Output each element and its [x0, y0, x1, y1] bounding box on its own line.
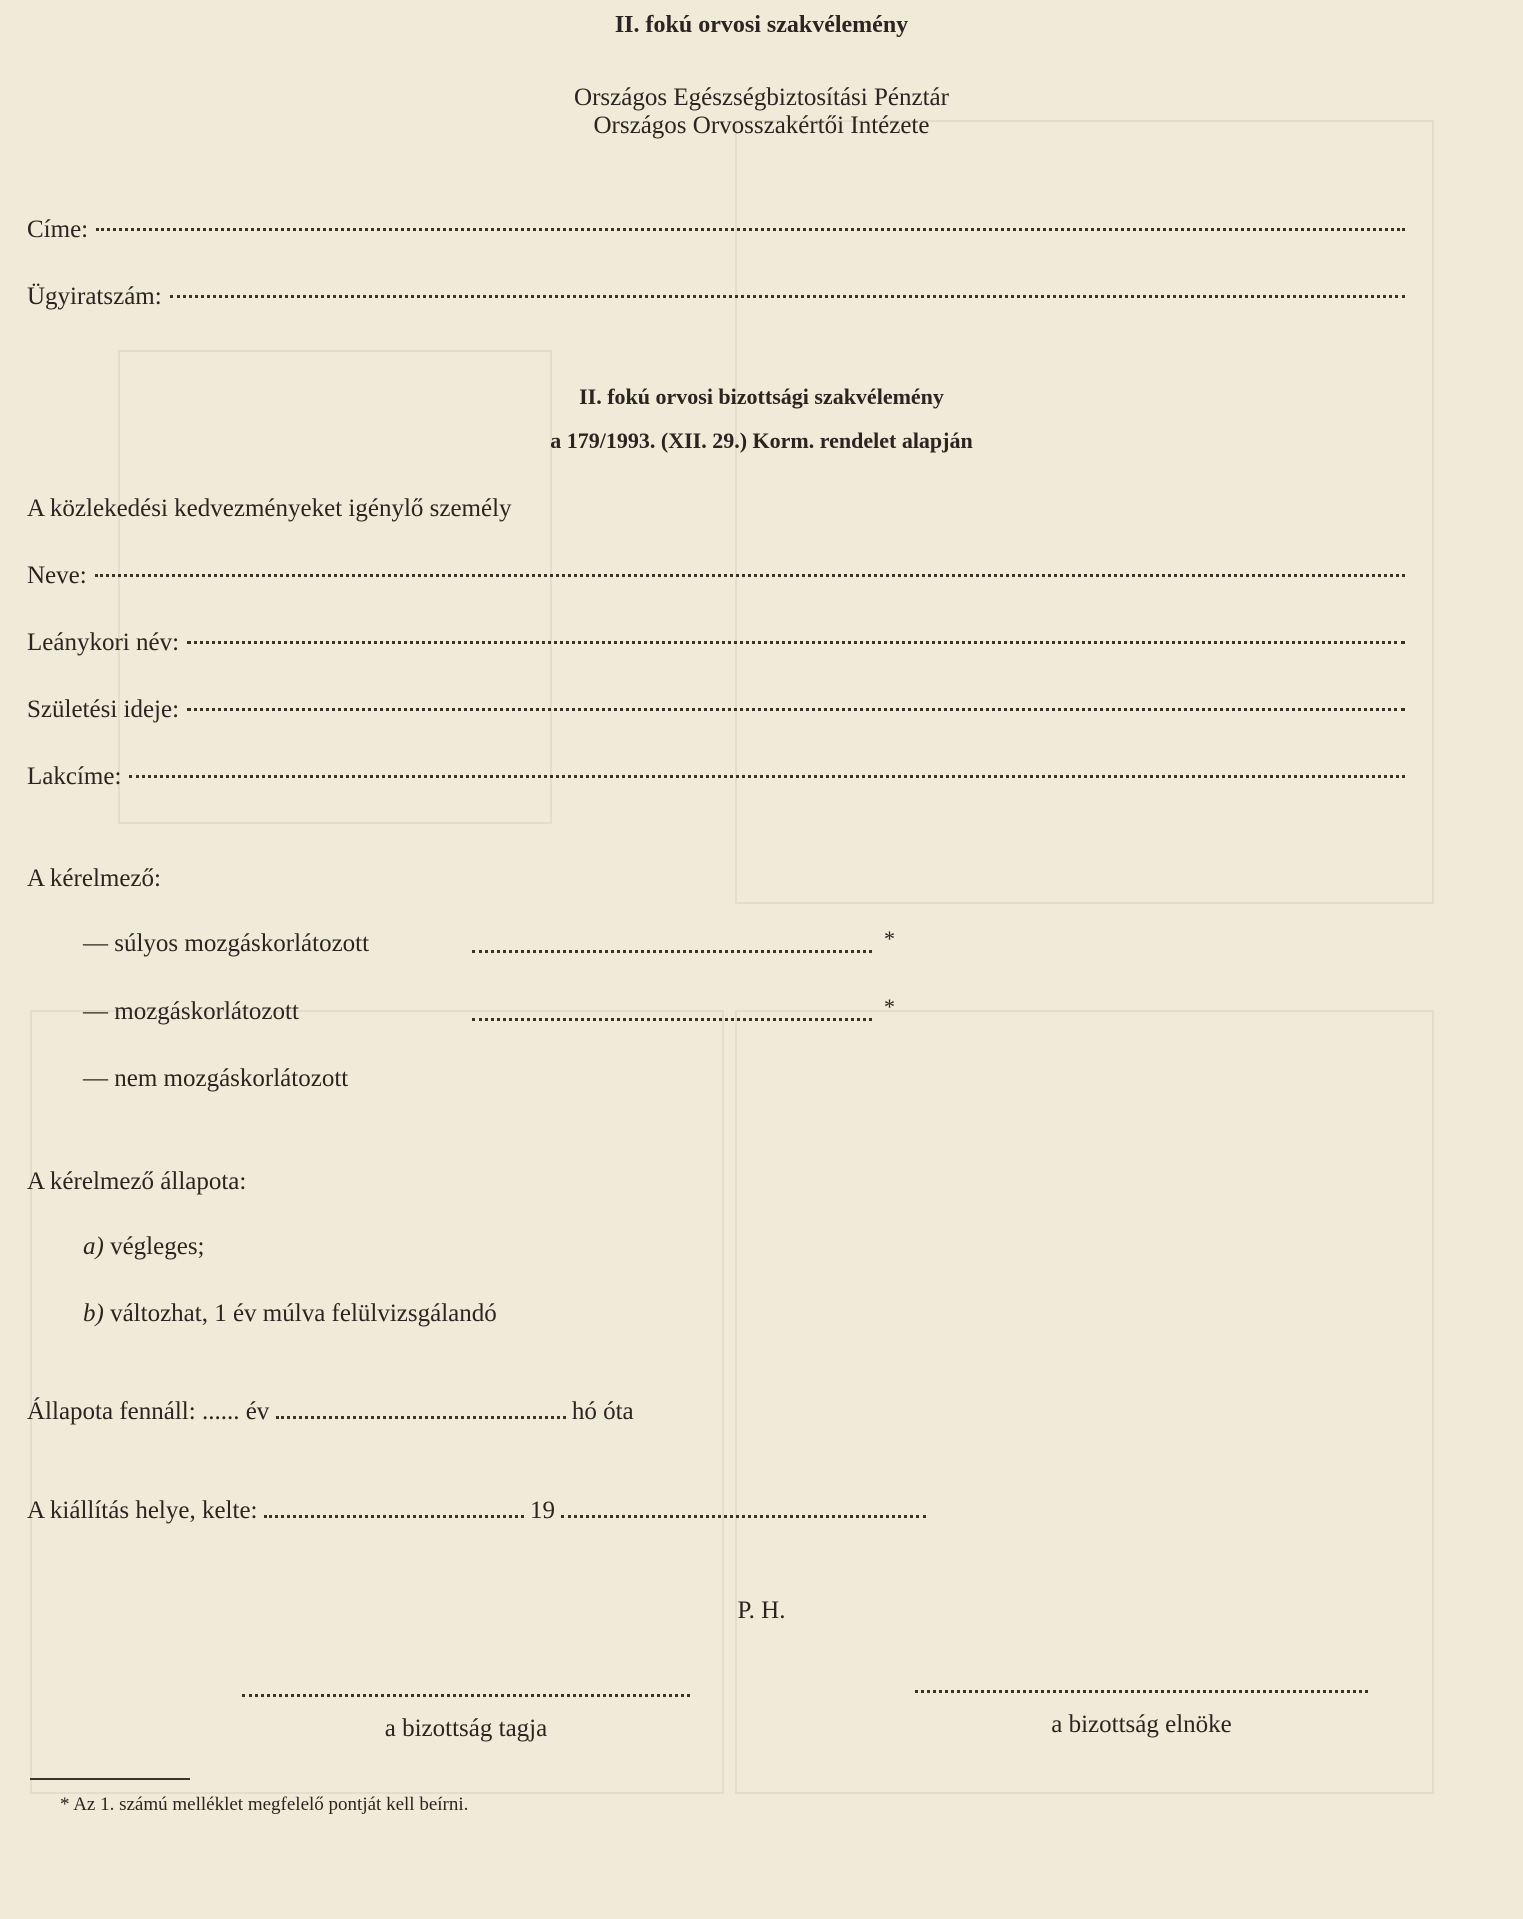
leanykori-nev-label: Leánykori név: — [27, 629, 180, 656]
lakcime-label: Lakcíme: — [27, 763, 122, 790]
cime-field[interactable] — [27, 216, 1405, 246]
neve-dotted-line — [95, 574, 1405, 577]
leanykori-nev-dotted-line — [187, 641, 1405, 644]
kerelmezo-option-2[interactable]: — mozgáskorlátozott — [83, 998, 299, 1025]
kiallitas-row[interactable] — [27, 1496, 926, 1526]
neve-label: Neve: — [27, 562, 87, 589]
lakcime-dotted-line — [129, 775, 1405, 778]
fennall-prefix: Állapota fennáll: ...... — [27, 1398, 240, 1425]
top-title: II. fokú orvosi szakvélemény — [614, 12, 909, 38]
fennall-dots — [276, 1412, 566, 1419]
neve-field[interactable] — [27, 562, 1405, 592]
kiallitas-date-dots — [561, 1511, 926, 1518]
allapot-label: A kérelmező állapota: — [27, 1168, 247, 1195]
chair-signature-label: a bizottság elnöke — [1051, 1711, 1232, 1738]
kerelmezo-option-1-dots — [472, 946, 872, 953]
chair-signature-line — [915, 1686, 1368, 1693]
kerelmezo-option-1[interactable]: — súlyos mozgáskorlátozott — [83, 930, 370, 957]
bleed-through-box — [735, 1010, 1434, 1794]
leanykori-nev-field[interactable] — [27, 629, 1405, 659]
kerelmezo-option-1-mark: * — [884, 926, 895, 951]
fennall-row[interactable] — [27, 1397, 634, 1427]
kiallitas-label: A kiállítás helye, kelte: — [27, 1497, 258, 1524]
allapot-option-b-letter: b) — [83, 1300, 104, 1327]
ugyiratszam-dotted-line — [170, 295, 1405, 298]
allapot-option-a-text: végleges; — [110, 1233, 205, 1260]
stamp-place: P. H. — [737, 1597, 786, 1624]
kerelmezo-option-3[interactable]: — nem mozgáskorlátozott — [83, 1065, 349, 1092]
ugyiratszam-label: Ügyiratszám: — [27, 283, 162, 310]
fennall-suffix: hó óta — [571, 1398, 634, 1425]
kiallitas-year-prefix: 19 — [530, 1497, 555, 1524]
szuletesi-ideje-label: Születési ideje: — [27, 696, 180, 723]
footnote-mark: * — [60, 1794, 70, 1815]
footnote-text: Az 1. számú melléklet megfelelő pontját kell beírni. — [73, 1794, 469, 1815]
institution-line-1: Országos Egészségbiztosítási Pénztár — [574, 84, 949, 111]
kerelmezo-label: A kérelmező: — [27, 865, 161, 892]
member-signature-label: a bizottság tagja — [384, 1715, 548, 1742]
form-title-line-1: II. fokú orvosi bizottsági szakvélemény — [579, 384, 944, 409]
szuletesi-ideje-dotted-line — [187, 708, 1405, 711]
form-title-line-2: a 179/1993. (XII. 29.) Korm. rendelet alapján — [550, 428, 973, 453]
fennall-ev: év — [245, 1398, 270, 1425]
footnote-rule — [30, 1778, 190, 1780]
allapot-option-b-text: változhat, 1 év múlva felülvizsgálandó — [110, 1300, 497, 1327]
institution-line-2: Országos Orvosszakértői Intézete — [593, 112, 930, 139]
applicant-intro: A közlekedési kedvezményeket igénylő személy — [27, 495, 512, 522]
lakcime-field[interactable] — [27, 763, 1405, 793]
kerelmezo-option-2-dots — [472, 1014, 872, 1021]
member-signature-line — [242, 1690, 690, 1697]
kerelmezo-option-2-mark: * — [884, 994, 895, 1019]
allapot-option-b[interactable] — [83, 1299, 497, 1329]
cime-label: Címe: — [27, 216, 89, 243]
footnote — [60, 1790, 468, 1820]
kiallitas-place-dots — [264, 1511, 524, 1518]
allapot-option-a[interactable] — [83, 1232, 205, 1262]
ugyiratszam-field[interactable] — [27, 283, 1405, 313]
cime-dotted-line — [96, 228, 1405, 231]
szuletesi-ideje-field[interactable] — [27, 696, 1405, 726]
allapot-option-a-letter: a) — [83, 1233, 104, 1260]
